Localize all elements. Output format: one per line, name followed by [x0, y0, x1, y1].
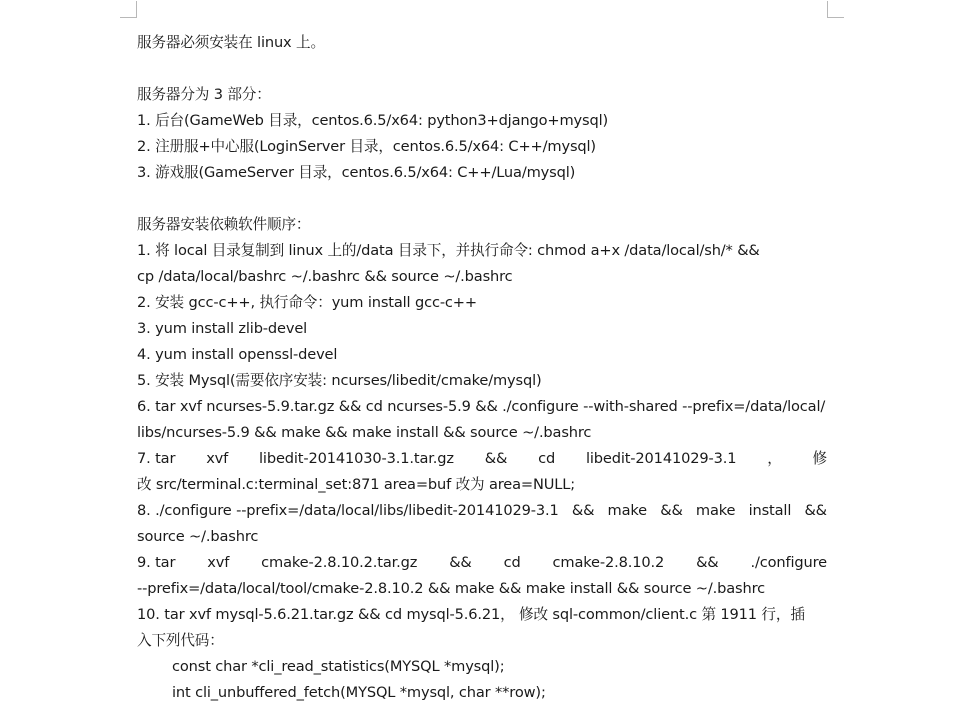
parts-heading: 服务器分为 3 部分： [137, 86, 271, 103]
blank-line [137, 186, 827, 212]
install-step-2: 2. 安装 gcc-c++, 执行命令：yum install gcc-c++ [137, 294, 477, 311]
install-step-4: 4. yum install openssl-devel [137, 346, 338, 363]
step-7-word: && [484, 450, 508, 467]
install-step-7-line-2: 改 src/terminal.c:terminal_set:871 area=buf 改为 area=NULL; [137, 476, 576, 493]
install-step-1-line-2: cp /data/local/bashrc ~/.bashrc && source ~/.bashrc [137, 268, 513, 285]
step-9-word: && [449, 554, 472, 571]
step-8-word: && [660, 502, 683, 519]
step-8-word: && [571, 502, 595, 519]
document-body[interactable] [137, 30, 827, 706]
install-step-10-line-2: 入下列代码： [137, 632, 224, 649]
step-9-word: 9. tar [137, 554, 176, 571]
code-line: const char *cli_read_statistics(MYSQL *mysql); [172, 658, 505, 675]
step-8-word: install [748, 502, 792, 519]
parts-list-item: 3. 游戏服(GameServer 目录，centos.6.5/x64: C++/Lua/mysql) [137, 164, 576, 181]
step-9-word: xvf [207, 554, 230, 571]
step-7-word: 7. tar [137, 450, 176, 467]
step-8-word: make [695, 502, 736, 519]
step-7-word: libedit-20141029-3.1 [585, 450, 737, 467]
step-8-word: make [607, 502, 647, 519]
install-step-7-line-1 [137, 446, 827, 472]
install-step-1-line-1: 1. 将 local 目录复制到 linux 上的/data 目录下，并执行命令: chmod a+x /data/local/sh/* && [137, 242, 760, 259]
parts-list-item: 1. 后台(GameWeb 目录，centos.6.5/x64: python3+django+mysql) [137, 112, 609, 129]
page-corner-mark-top-left [120, 1, 137, 18]
step-9-word: cmake-2.8.10.2 [552, 554, 665, 571]
install-step-9-line-1 [137, 550, 827, 576]
step-9-word: cmake-2.8.10.2.tar.gz [261, 554, 418, 571]
step-9-word: && [696, 554, 719, 571]
code-line: int cli_unbuffered_fetch(MYSQL *mysql, char **row); [172, 684, 546, 701]
step-7-word: cd [538, 450, 556, 467]
install-step-9-line-2: --prefix=/data/local/tool/cmake-2.8.10.2 && make && make install && source ~/.bashrc [137, 580, 766, 597]
step-7-word: libedit-20141030-3.1.tar.gz [259, 450, 454, 467]
intro-paragraph: 服务器必须安装在 linux 上。 [137, 34, 325, 51]
blank-line [137, 56, 827, 82]
install-heading: 服务器安装依赖软件顺序： [137, 216, 311, 233]
parts-list-item: 2. 注册服+中心服(LoginServer 目录，centos.6.5/x64: C++/mysql) [137, 138, 596, 155]
install-step-6-line-2: libs/ncurses-5.9 && make && make install && source ~/.bashrc [137, 424, 592, 441]
step-9-word: cd [503, 554, 521, 571]
step-9-word: ./configure [750, 554, 827, 571]
step-7-word: ， [767, 450, 782, 467]
install-step-6-line-1: 6. tar xvf ncurses-5.9.tar.gz && cd ncurses-5.9 && ./configure --with-shared --prefix=/data/local/ [137, 398, 826, 415]
install-step-3: 3. yum install zlib-devel [137, 320, 308, 337]
install-step-5: 5. 安装 Mysql(需要依序安装: ncurses/libedit/cmake/mysql) [137, 372, 542, 389]
page-corner-mark-top-right [827, 1, 844, 18]
install-step-8-line-1 [137, 498, 827, 524]
step-7-word: xvf [206, 450, 229, 467]
step-8-word: 8. ./configure --prefix=/data/local/libs/libedit-20141029-3.1 [137, 502, 559, 519]
install-step-10-line-1: 10. tar xvf mysql-5.6.21.tar.gz && cd mysql-5.6.21， 修改 sql-common/client.c 第 1911 行，插 [137, 606, 805, 623]
step-7-word: 修 [812, 450, 827, 467]
install-step-8-line-2: source ~/.bashrc [137, 528, 259, 545]
step-8-word: && [804, 502, 827, 519]
